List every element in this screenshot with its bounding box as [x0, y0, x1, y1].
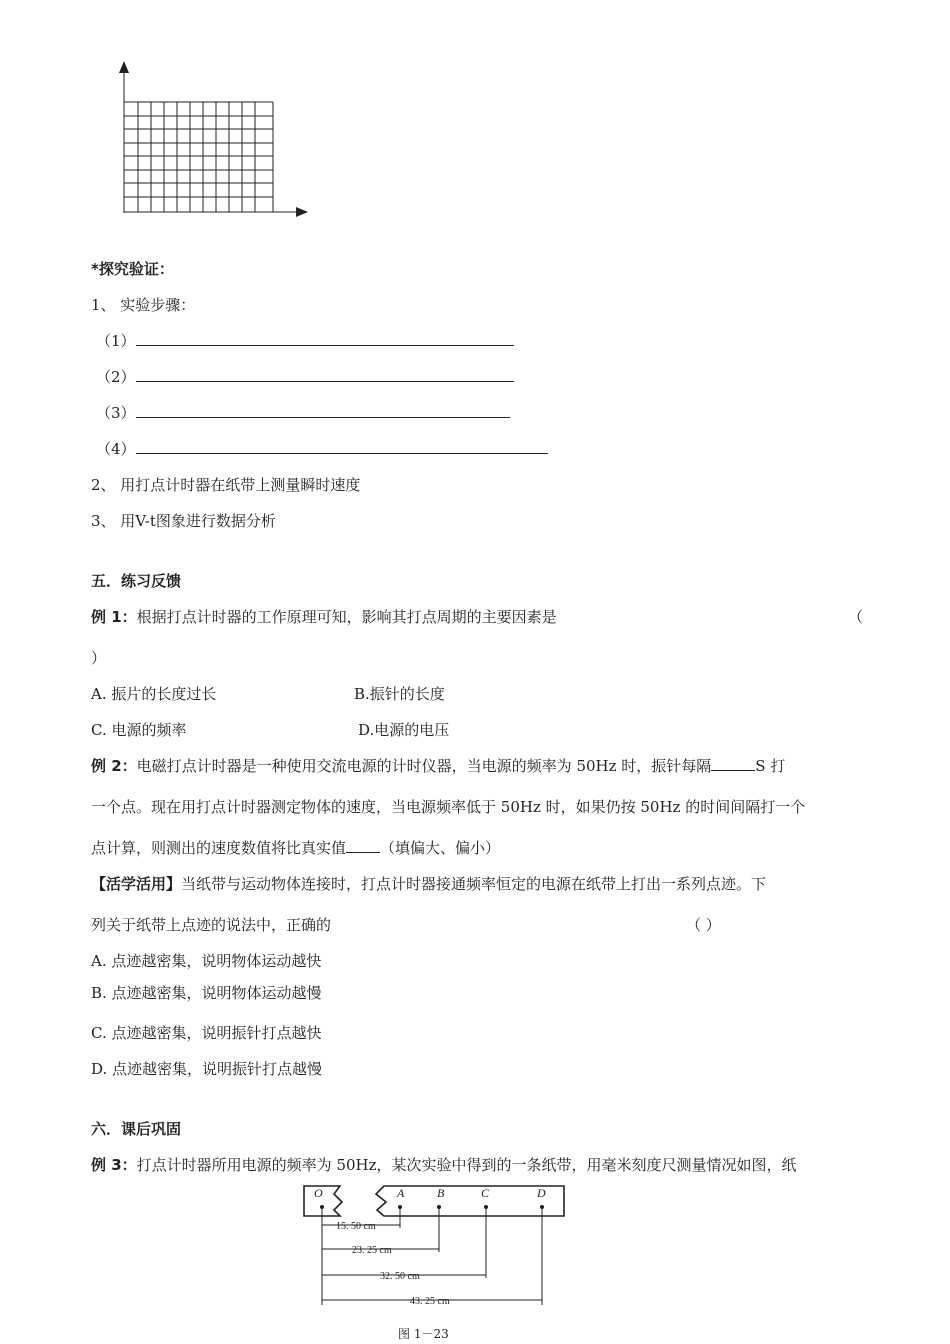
verify-item-1: 1、 实验步骤： [91, 296, 196, 314]
example-1-label: 例 1： [91, 608, 137, 626]
tape-label-b: B [437, 1186, 445, 1200]
example-1 [91, 606, 557, 627]
step-4-label: （4） [96, 440, 136, 458]
example-1-paren-close: ） [91, 649, 107, 667]
example-3 [91, 1154, 797, 1175]
example-2-line-2: 一个点。现在用打点计时器测定物体的速度，当电源频率低于 50Hz 时，如果仍按 50Hz 的时间间隔打一个 [91, 798, 806, 816]
example-3-text: 打点计时器所用电源的频率为 50Hz，某次实验中得到的一条纸带，用毫米刻度尺测量情况如图，纸 [136, 1156, 797, 1174]
apply-text: 当纸带与运动物体连接时，打点计时器接通频率恒定的电源在纸带上打出一系列点迹。下 [181, 875, 767, 893]
example-1-option-d: D.电源的电压 [358, 721, 450, 739]
example-2 [91, 755, 785, 776]
example-2-text-b: S 打 [755, 757, 786, 775]
step-3-blank[interactable] [136, 403, 510, 418]
apply-option-c: C. 点迹越密集，说明振针打点越快 [91, 1024, 322, 1042]
section-title-practice: 五．练习反馈 [91, 572, 182, 590]
tape-label-o: O [314, 1186, 323, 1200]
paper-tape-figure [300, 1180, 580, 1310]
example-1-option-c: C. 电源的频率 [91, 721, 187, 739]
apply-option-d: D. 点迹越密集，说明振针打点越慢 [91, 1060, 323, 1078]
tape-dist-4: 43. 25 cm [410, 1296, 450, 1307]
step-2 [96, 366, 514, 387]
step-2-label: （2） [96, 368, 136, 386]
example-3-label: 例 3： [91, 1156, 137, 1174]
step-1-label: （1） [96, 332, 136, 350]
apply-label: 【活学活用】 [91, 875, 182, 893]
verify-item-2: 2、 用打点计时器在纸带上测量瞬时速度 [91, 476, 361, 494]
apply-answer-paren: （ ） [686, 916, 721, 934]
example-2-blank-2[interactable] [346, 838, 380, 853]
step-2-blank[interactable] [136, 367, 514, 382]
example-2-line-3-b: （填偏大、偏小） [380, 839, 501, 857]
apply-option-a: A. 点迹越密集，说明物体运动越快 [91, 952, 322, 970]
step-1 [96, 330, 514, 351]
figure-caption: 图 1－23 [398, 1327, 449, 1341]
example-2-line-3-a: 点计算，则测出的速度数值将比真实值 [91, 839, 347, 857]
tape-dist-1: 15. 50 cm [336, 1221, 376, 1232]
step-1-blank[interactable] [136, 331, 514, 346]
tape-dist-3: 32. 50 cm [380, 1271, 420, 1282]
example-2-text-a: 电磁打点计时器是一种使用交流电源的计时仪器，当电源的频率为 50Hz 时，振针每隔 [136, 757, 712, 775]
tape-dist-2: 23. 25 cm [352, 1245, 392, 1256]
verify-item-3: 3、 用V-t图象进行数据分析 [91, 512, 276, 530]
example-1-option-b: B.振针的长度 [354, 685, 445, 703]
tape-label-c: C [481, 1186, 490, 1200]
tape-label-d: D [537, 1186, 546, 1200]
example-2-blank-1[interactable] [711, 756, 755, 771]
apply-line-2: 列关于纸带上点迹的说法中，正确的 [91, 916, 332, 934]
apply-option-b: B. 点迹越密集，说明物体运动越慢 [91, 984, 322, 1002]
example-1-text: 根据打点计时器的工作原理可知，影响其打点周期的主要因素是 [136, 608, 557, 626]
section-title-homework: 六．课后巩固 [91, 1120, 182, 1138]
step-3 [96, 402, 510, 423]
example-1-paren-open: （ [848, 608, 864, 626]
step-4 [96, 438, 548, 459]
example-1-option-a: A. 振片的长度过长 [91, 685, 217, 703]
example-2-label: 例 2： [91, 757, 137, 775]
tape-label-a: A [397, 1186, 405, 1200]
step-4-blank[interactable] [136, 439, 548, 454]
apply-question [91, 873, 766, 894]
section-title-verify: *探究验证： [91, 260, 174, 278]
step-3-label: （3） [96, 404, 136, 422]
example-2-line-3 [91, 837, 500, 858]
empty-graph-grid [110, 58, 315, 223]
